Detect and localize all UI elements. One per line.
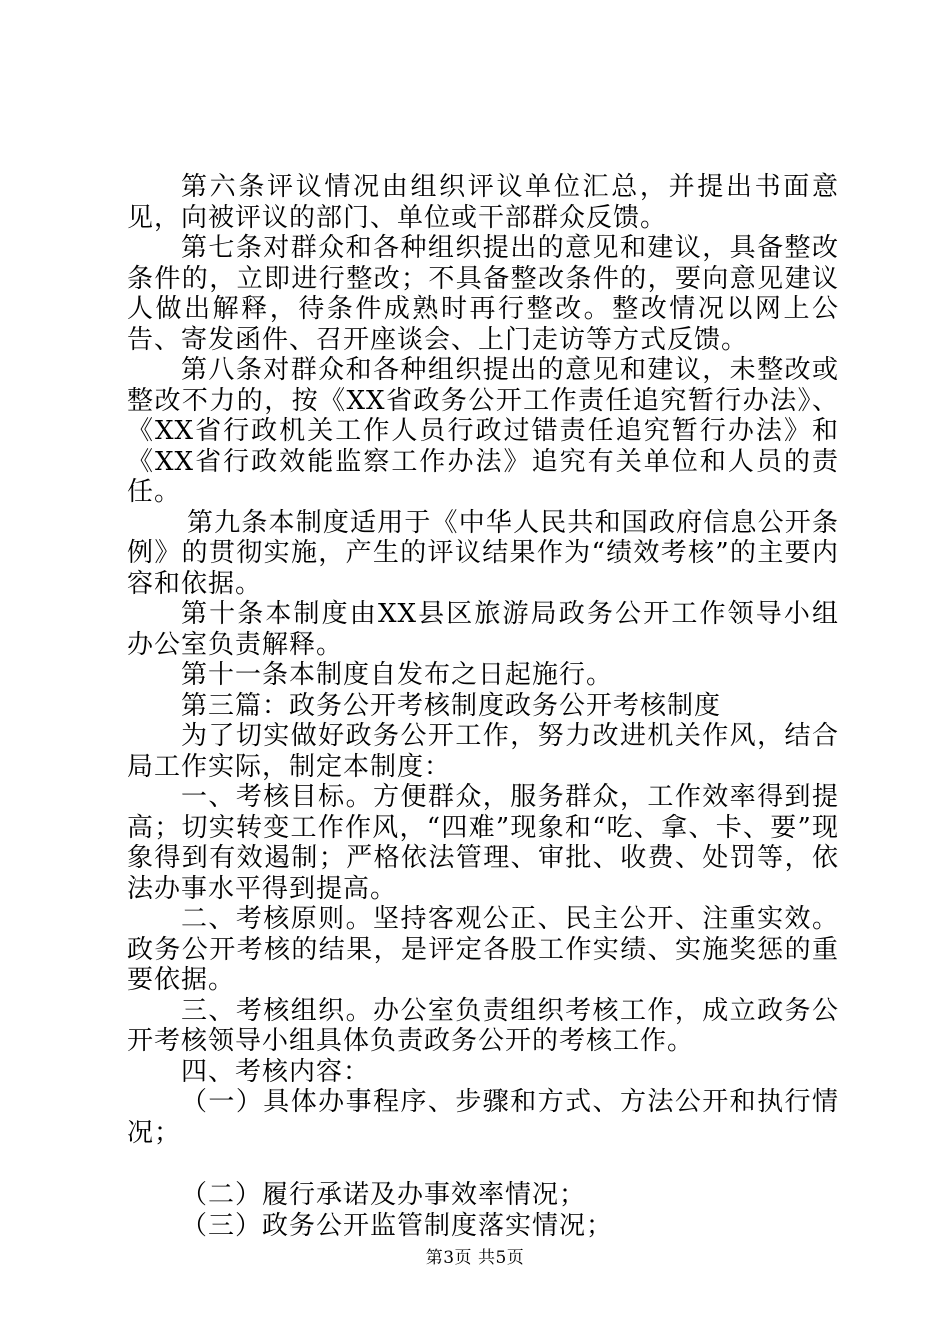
- paragraph-article-6: 第六条评议情况由组织评议单位汇总，并提出书面意见，向被评议的部门、单位或干部群众反馈。: [127, 172, 839, 233]
- section-heading: 第三篇：政务公开考核制度政务公开考核制度: [181, 690, 722, 721]
- paragraph-goal: 一、考核目标。方便群众，服务群众，工作效率得到提高；切实转变工作作风，“四难”现象和“吃、拿、卡、要”现象得到有效遏制；严格依法管理、审批、收费、处罚等，依法办事水平得到提高。: [127, 782, 839, 904]
- list-item-1: （一）具体办事程序、步骤和方式、方法公开和执行情况；: [127, 1087, 839, 1148]
- paragraph-content-heading: 四、考核内容：: [181, 1056, 371, 1087]
- paragraph-article-9: 第九条本制度适用于《中华人民共和国政府信息公开条例》的贯彻实施，产生的评议结果作为“绩效考核”的主要内容和依据。: [127, 507, 839, 599]
- paragraph-article-8: 第八条对群众和各种组织提出的意见和建议，未整改或整改不力的，按《XX省政务公开工作责任追究暂行办法》、《XX省行政机关工作人员行政过错责任追究暂行办法》和《XX省行政效能监察工作办法》追究有关单位和人员的责任。: [127, 355, 839, 507]
- paragraph-article-11: 第十一条本制度自发布之日起施行。: [181, 660, 614, 690]
- paragraph-principle: 二、考核原则。坚持客观公正、民主公开、注重实效。政务公开考核的结果，是评定各股工作实绩、实施奖惩的重要依据。: [127, 904, 839, 995]
- paragraph-article-7: 第七条对群众和各种组织提出的意见和建议，具备整改条件的，立即进行整改；不具备整改条件的，要向意见建议人做出解释，待条件成熟时再行整改。整改情况以网上公告、寄发函件、召开座谈会、上门走访等方式反馈。: [127, 233, 839, 355]
- list-item-3: （三）政务公开监管制度落实情况；: [181, 1210, 614, 1241]
- paragraph-intro: 为了切实做好政务公开工作，努力改进机关作风，结合局工作实际，制定本制度：: [127, 721, 839, 782]
- paragraph-article-10: 第十条本制度由XX县区旅游局政务公开工作领导小组办公室负责解释。: [127, 599, 839, 660]
- paragraph-organization: 三、考核组织。办公室负责组织考核工作，成立政务公开考核领导小组具体负责政务公开的考核工作。: [127, 995, 839, 1056]
- document-body: [127, 172, 839, 1241]
- page-number: 第3页 共5页: [425, 1248, 525, 1268]
- blank-line: [127, 1148, 839, 1180]
- list-item-2: （二）履行承诺及办事效率情况；: [181, 1180, 587, 1210]
